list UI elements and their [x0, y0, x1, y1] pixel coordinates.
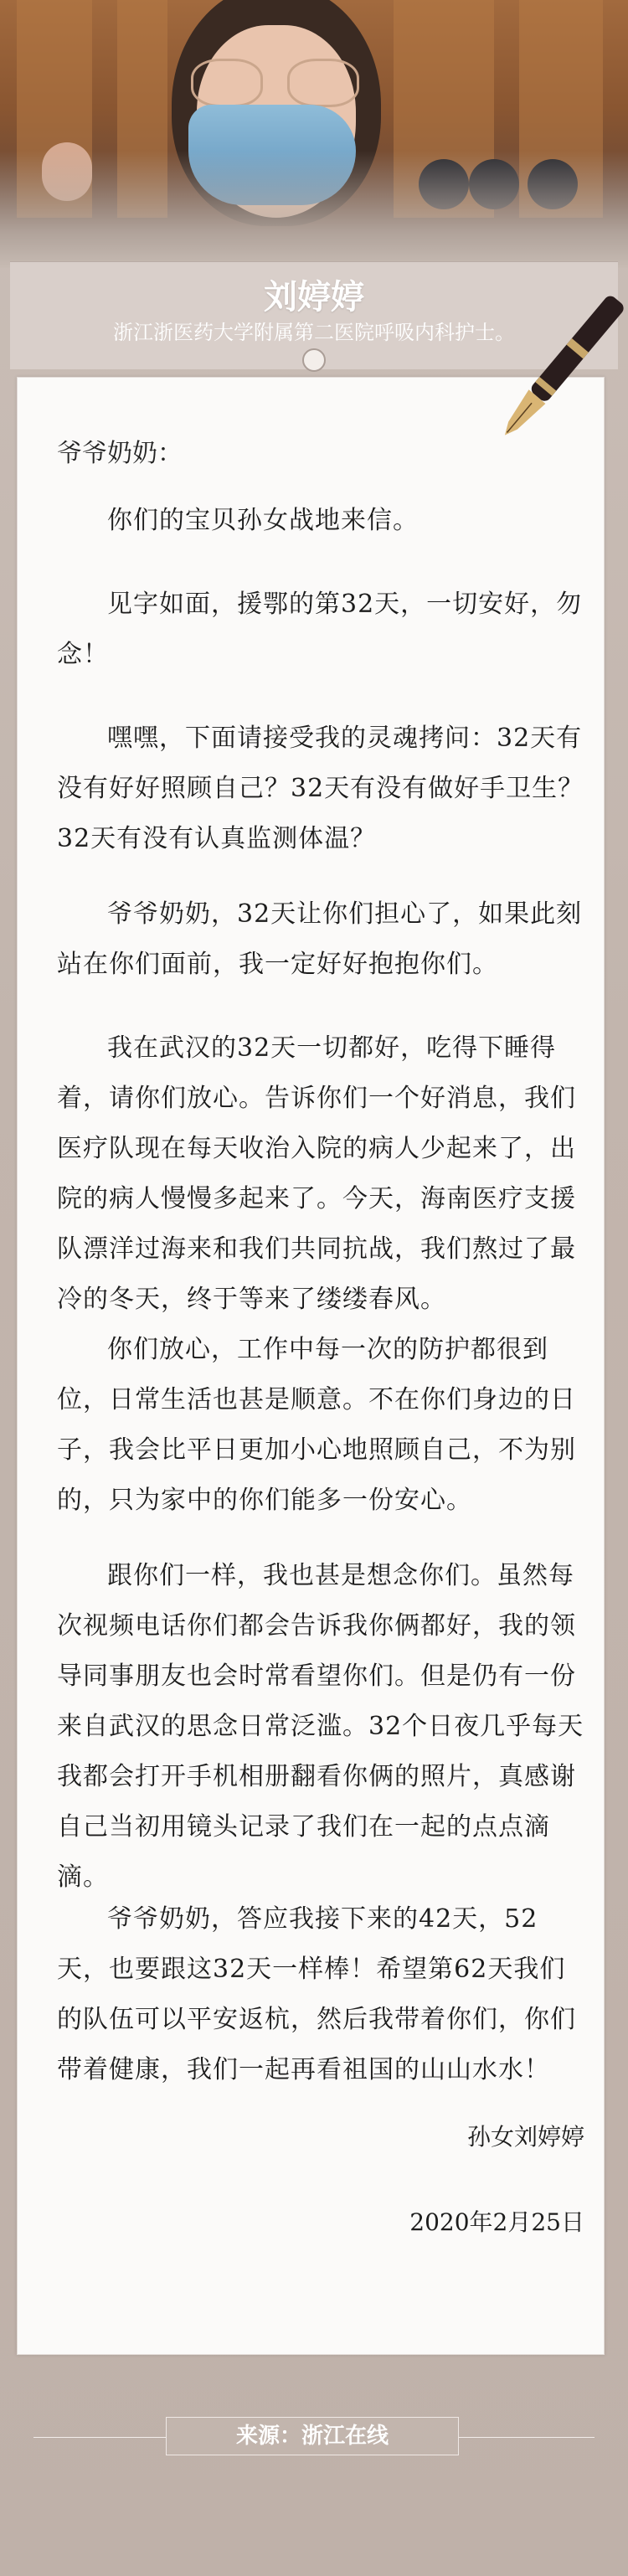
author-title: 浙江浙医药大学附属第二医院呼吸内科护士。: [113, 321, 515, 344]
glasses: [191, 59, 358, 100]
letter-date: 2020年2月25日: [409, 2208, 584, 2236]
author-name: 刘婷婷: [264, 278, 364, 317]
seal-icon: [302, 348, 326, 372]
letter-paragraph: 爷爷奶奶，32天让你们担心了，如果此刻站在你们面前，我一定好好抱抱你们。: [57, 899, 583, 979]
letter-greeting: 爷爷奶奶：: [57, 439, 183, 468]
letter-paragraph: 你们放心，工作中每一次的防护都很到位，日常生活也甚是顺意。不在你们身边的日子，我会比平日更加小心地照顾自己，不为别的，只为家中的你们能多一份安心。: [57, 1335, 576, 1515]
header-photo: [0, 0, 628, 268]
letter-paragraph: 你们的宝贝孙女战地来信。: [107, 506, 419, 535]
letter-paragraph: 嘿嘿，下面请接受我的灵魂拷问：32天有没有好好照顾自己？32天有没有做好手卫生？32天有没有认真监测体温？: [57, 724, 584, 853]
fountain-pen-icon: [469, 285, 628, 469]
letter-paragraph: 跟你们一样，我也甚是想念你们。虽然每次视频电话你们都会告诉我你俩都好，我的领导同事朋友也会时常看望你们。但是仍有一份来自武汉的思念日常泛滥。32个日夜几乎每天我都会打开手机相册翻看你俩的照片，真感谢自己当初用镜头记录了我们在一起的点点滴滴。: [57, 1561, 584, 1892]
source-label: 来源：浙江在线: [166, 2417, 459, 2455]
letter-signature: 孙女刘婷婷: [466, 2123, 584, 2151]
letter-paragraph: 我在武汉的32天一切都好，吃得下睡得着，请你们放心。告诉你们一个好消息，我们医疗队现在每天收治入院的病人少起来了，出院的病人慢慢多起来了。今天，海南医疗支援队漂洋过海来和我们共同抗战，我们熬过了最冷的冬天，终于等来了缕缕春风。: [57, 1033, 576, 1314]
letter-paragraph: 爷爷奶奶，答应我接下来的42天，52天，也要跟这32天一样棒！希望第62天我们的队伍可以平安返杭，然后我带着你们，你们带着健康，我们一起再看祖国的山山水水！: [57, 1904, 576, 2084]
letter-paragraph: 见字如面，援鄂的第32天，一切安好，勿念！: [57, 590, 583, 669]
